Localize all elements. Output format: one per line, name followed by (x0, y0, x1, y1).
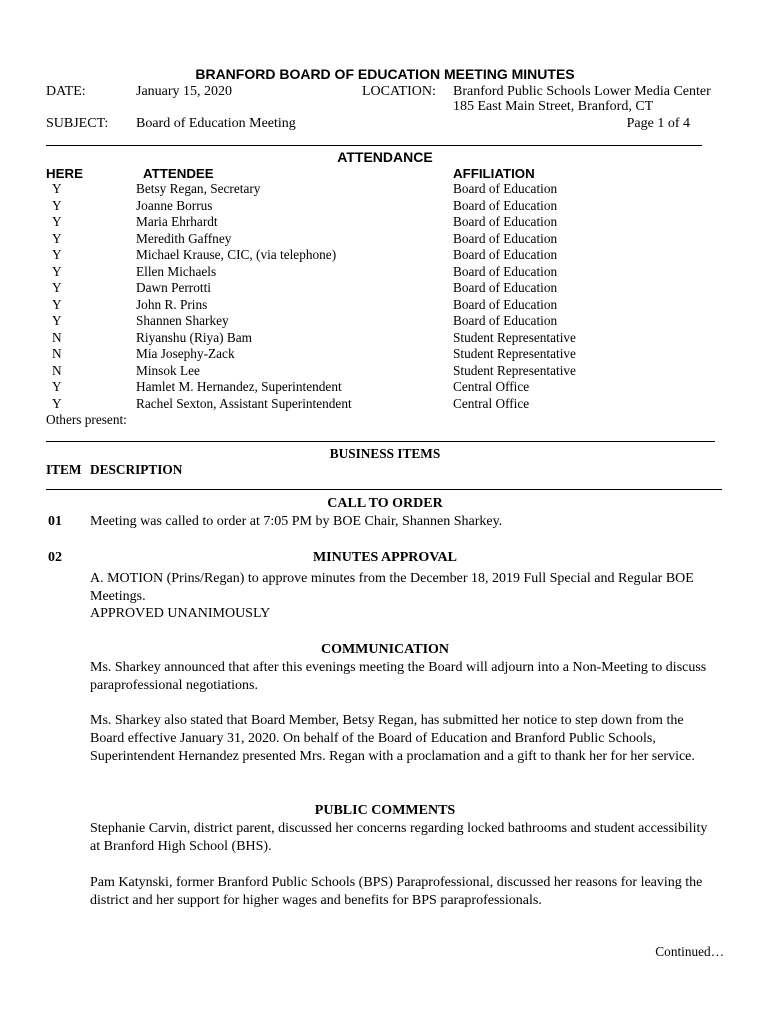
communication-paragraph: Ms. Sharkey also stated that Board Member, Betsy Regan, has submitted her notice to step down from the Board effective January 31, 2020. On behalf of the Board of Education and Branford Public Schools, Superintendent Hernandez presented Mrs. Regan with a proclamation and a gift to thank her for her service. (90, 713, 695, 764)
here-flag: Y (52, 379, 62, 394)
here-flag: Y (52, 313, 62, 328)
communication-paragraph: Ms. Sharkey announced that after this evenings meeting the Board will adjourn into a Non-Meeting to discuss paraprofessional negotiations. (90, 660, 707, 693)
here-flag: Y (52, 395, 62, 411)
minutes-approval-motion: A. MOTION (Prins/Regan) to approve minutes from the December 18, 2019 Full Special and Regular BOE Meetings. (90, 571, 694, 604)
column-header-here: HERE (46, 166, 83, 181)
attendance-row (0, 346, 770, 362)
attendance-divider (46, 441, 715, 442)
document-title: BRANFORD BOARD OF EDUCATION MEETING MINUTES (195, 66, 575, 82)
attendance-row (0, 198, 770, 214)
attendee-name: Rachel Sexton, Assistant Superintendent (136, 395, 352, 411)
date-label: DATE: (46, 84, 86, 99)
subject-label: SUBJECT: (46, 116, 109, 131)
attendance-row (0, 247, 770, 263)
attendee-name: Maria Ehrhardt (136, 214, 218, 229)
attendee-affiliation: Board of Education (453, 313, 558, 328)
attendee-name: Dawn Perrotti (136, 280, 211, 295)
attendance-heading: ATTENDANCE (337, 149, 433, 165)
attendee-name: Michael Krause, CIC, (via telephone) (136, 247, 337, 262)
page-number: Page 1 of 4 (626, 116, 690, 131)
column-header-description: DESCRIPTION (90, 462, 183, 477)
minutes-approval-heading: MINUTES APPROVAL (312, 550, 458, 565)
here-flag: Y (52, 296, 62, 312)
attendance-row (0, 181, 770, 197)
attendee-affiliation: Board of Education (453, 280, 558, 295)
attendee-affiliation: Board of Education (453, 296, 558, 312)
attendee-name: John R. Prins (136, 296, 208, 312)
attendance-row (0, 379, 770, 395)
attendee-affiliation: Central Office (453, 379, 530, 394)
business-divider (46, 489, 722, 490)
attendee-affiliation: Student Representative (453, 362, 576, 378)
here-flag: Y (52, 181, 62, 196)
location-label: LOCATION: (362, 84, 436, 99)
attendee-affiliation: Board of Education (453, 230, 558, 246)
public-comment-paragraph: Stephanie Carvin, district parent, discussed her concerns regarding locked bathrooms and student accessibility at Branford High School (BHS). (90, 821, 708, 854)
location-line-1: Branford Public Schools Lower Media Center (453, 84, 711, 99)
attendance-row (0, 280, 770, 296)
attendee-name: Hamlet M. Hernandez, Superintendent (136, 379, 342, 394)
here-flag: Y (52, 247, 62, 262)
attendee-affiliation: Student Representative (453, 329, 576, 345)
here-flag: Y (52, 197, 62, 213)
column-header-affiliation: AFFILIATION (453, 166, 535, 181)
continued-note: Continued… (655, 944, 724, 959)
attendance-row (0, 297, 770, 313)
attendance-row (0, 231, 770, 247)
communication-heading: COMMUNICATION (320, 642, 450, 657)
date-value: January 15, 2020 (136, 84, 233, 99)
here-flag: Y (52, 230, 62, 246)
here-flag: N (52, 362, 62, 378)
attendance-row (0, 396, 770, 412)
attendance-row (0, 214, 770, 230)
subject-value: Board of Education Meeting (136, 116, 296, 131)
others-present: Others present: (46, 412, 127, 427)
public-comments-heading: PUBLIC COMMENTS (314, 803, 456, 818)
attendee-name: Riyanshu (Riya) Bam (136, 329, 252, 345)
business-items-heading: BUSINESS ITEMS (329, 446, 441, 461)
attendance-row (0, 264, 770, 280)
attendance-row (0, 363, 770, 379)
here-flag: Y (52, 214, 62, 229)
attendee-name: Minsok Lee (136, 362, 200, 378)
item-number: 02 (48, 550, 62, 565)
attendee-affiliation: Board of Education (453, 247, 558, 262)
call-to-order-text: Meeting was called to order at 7:05 PM by BOE Chair, Shannen Sharkey. (90, 514, 503, 529)
attendee-affiliation: Central Office (453, 395, 530, 411)
column-header-item: ITEM (46, 462, 82, 477)
attendee-affiliation: Board of Education (453, 263, 558, 279)
call-to-order-heading: CALL TO ORDER (327, 496, 443, 511)
attendance-row (0, 313, 770, 329)
attendee-affiliation: Board of Education (453, 214, 558, 229)
public-comment-paragraph: Pam Katynski, former Branford Public Schools (BPS) Paraprofessional, discussed her reasons for leaving the district and her support for higher wages and benefits for BPS paraprofessionals. (90, 875, 703, 908)
attendee-affiliation: Board of Education (453, 181, 558, 196)
location-line-2: 185 East Main Street, Branford, CT (453, 99, 654, 114)
attendee-name: Joanne Borrus (136, 197, 213, 213)
attendee-name: Meredith Gaffney (136, 230, 232, 246)
attendee-name: Ellen Michaels (136, 263, 217, 279)
attendee-affiliation: Student Representative (453, 346, 576, 361)
column-header-attendee: ATTENDEE (143, 166, 214, 181)
attendance-row (0, 330, 770, 346)
attendee-name: Shannen Sharkey (136, 313, 229, 328)
here-flag: Y (52, 263, 62, 279)
minutes-approval-result: APPROVED UNANIMOUSLY (90, 606, 271, 621)
here-flag: Y (52, 280, 62, 295)
header-divider (46, 145, 702, 146)
attendee-name: Mia Josephy-Zack (136, 346, 235, 361)
item-number: 01 (48, 514, 62, 529)
here-flag: N (52, 346, 62, 361)
here-flag: N (52, 329, 62, 345)
attendee-name: Betsy Regan, Secretary (136, 181, 261, 196)
attendee-affiliation: Board of Education (453, 197, 558, 213)
